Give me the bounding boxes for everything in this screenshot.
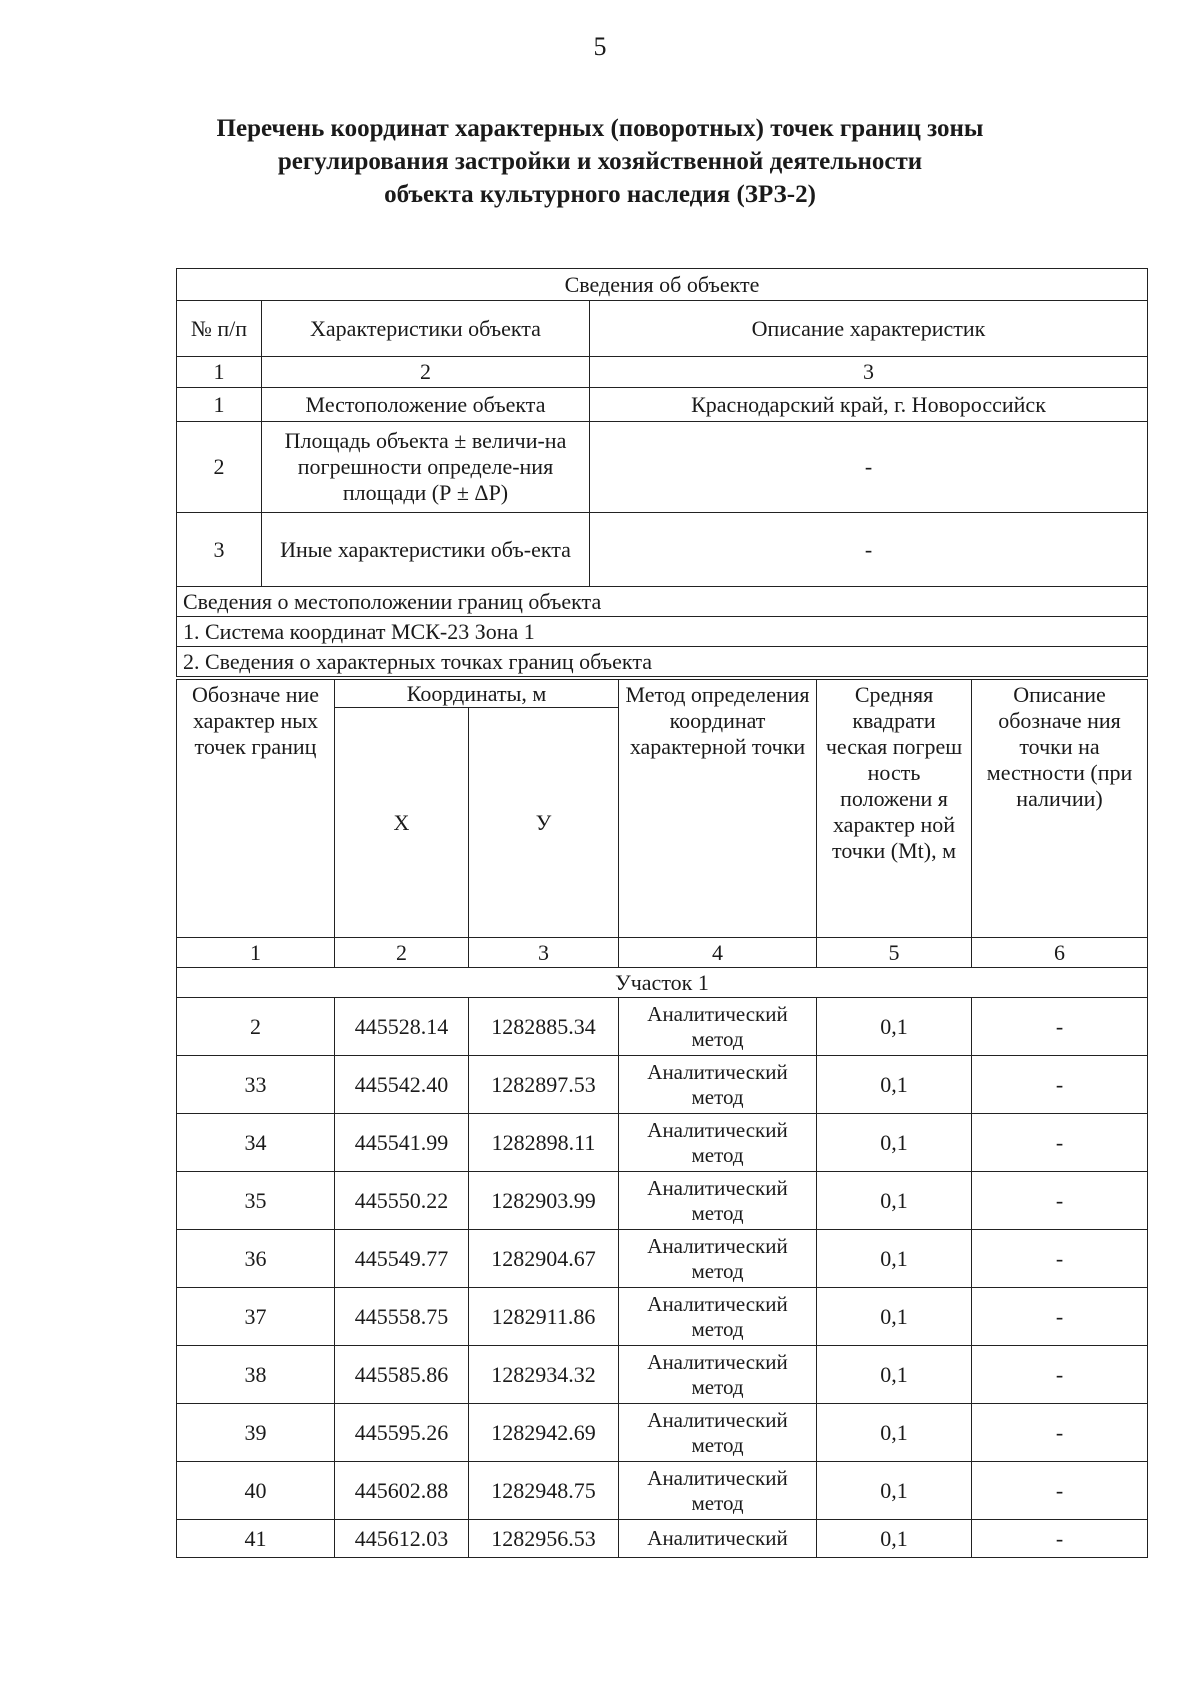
point-id: 39 xyxy=(177,1404,335,1462)
point-error: 0,1 xyxy=(817,1346,972,1404)
point-error: 0,1 xyxy=(817,998,972,1056)
point-y: 1282903.99 xyxy=(469,1172,619,1230)
col-number-1: 1 xyxy=(177,357,262,388)
header-point: Обозначе ние характер ных точек границ xyxy=(177,680,335,938)
point-method: Аналитический метод xyxy=(619,998,817,1056)
coordinates-table xyxy=(176,679,1148,1558)
point-y: 1282885.34 xyxy=(469,998,619,1056)
title-line-1: Перечень координат характерных (поворотных) точек границ зоны xyxy=(216,115,984,142)
table-row xyxy=(177,1520,1148,1558)
point-x: 445549.77 xyxy=(335,1230,469,1288)
point-description: - xyxy=(972,1346,1148,1404)
row-description: - xyxy=(590,422,1148,513)
header-num: № п/п xyxy=(177,301,262,357)
point-id: 36 xyxy=(177,1230,335,1288)
point-method: Аналитический метод xyxy=(619,1230,817,1288)
point-y: 1282904.67 xyxy=(469,1230,619,1288)
row-num: 2 xyxy=(177,422,262,513)
title-line-3: объекта культурного наследия (ЗРЗ-2) xyxy=(384,181,816,208)
col-number-4: 4 xyxy=(619,938,817,968)
header-method: Метод определения координат характерной точки xyxy=(619,680,817,938)
table-row xyxy=(177,1346,1148,1404)
table-row xyxy=(177,1288,1148,1346)
title-line-2: регулирования застройки и хозяйственной деятельности xyxy=(277,148,923,175)
point-method: Аналитический метод xyxy=(619,1462,817,1520)
table-row xyxy=(177,1172,1148,1230)
point-description: - xyxy=(972,1114,1148,1172)
points-section-title: 2. Сведения о характерных точках границ объекта xyxy=(177,647,1148,677)
point-description: - xyxy=(972,1230,1148,1288)
point-error: 0,1 xyxy=(817,1056,972,1114)
row-num: 1 xyxy=(177,388,262,422)
point-y: 1282942.69 xyxy=(469,1404,619,1462)
point-y: 1282911.86 xyxy=(469,1288,619,1346)
header-description: Описание характеристик xyxy=(590,301,1148,357)
point-description: - xyxy=(972,998,1148,1056)
point-id: 34 xyxy=(177,1114,335,1172)
point-error: 0,1 xyxy=(817,1520,972,1558)
point-x: 445550.22 xyxy=(335,1172,469,1230)
table-row xyxy=(177,998,1148,1056)
point-error: 0,1 xyxy=(817,1114,972,1172)
point-y: 1282948.75 xyxy=(469,1462,619,1520)
point-method: Аналитический xyxy=(619,1520,817,1558)
point-description: - xyxy=(972,1404,1148,1462)
point-x: 445602.88 xyxy=(335,1462,469,1520)
point-error: 0,1 xyxy=(817,1288,972,1346)
point-y: 1282934.32 xyxy=(469,1346,619,1404)
point-method: Аналитический метод xyxy=(619,1288,817,1346)
object-info-row xyxy=(177,422,1148,513)
point-id: 37 xyxy=(177,1288,335,1346)
header-characteristics: Характеристики объекта xyxy=(262,301,590,357)
table-row xyxy=(177,1462,1148,1520)
row-description: Краснодарский край, г. Новороссийск xyxy=(590,388,1148,422)
row-characteristic: Иные характеристики объ-екта xyxy=(262,513,590,587)
object-info-row xyxy=(177,388,1148,422)
section-label: Участок 1 xyxy=(177,968,1148,998)
header-point-description: Описание обозначе ния точки на местности (при наличии) xyxy=(972,680,1148,938)
row-num: 3 xyxy=(177,513,262,587)
point-x: 445542.40 xyxy=(335,1056,469,1114)
point-description: - xyxy=(972,1462,1148,1520)
point-id: 41 xyxy=(177,1520,335,1558)
col-number-1: 1 xyxy=(177,938,335,968)
object-info-section-title: Сведения об объекте xyxy=(177,269,1148,301)
point-error: 0,1 xyxy=(817,1230,972,1288)
table-row xyxy=(177,1056,1148,1114)
object-info-table xyxy=(176,268,1148,677)
point-id: 38 xyxy=(177,1346,335,1404)
point-description: - xyxy=(972,1520,1148,1558)
point-id: 2 xyxy=(177,998,335,1056)
point-method: Аналитический метод xyxy=(619,1404,817,1462)
coordinate-system: 1. Система координат МСК-23 Зона 1 xyxy=(177,617,1148,647)
point-x: 445585.86 xyxy=(335,1346,469,1404)
point-description: - xyxy=(972,1288,1148,1346)
point-x: 445541.99 xyxy=(335,1114,469,1172)
col-number-6: 6 xyxy=(972,938,1148,968)
header-coords: Координаты, м xyxy=(335,680,619,708)
col-number-2: 2 xyxy=(335,938,469,968)
point-method: Аналитический метод xyxy=(619,1346,817,1404)
column-numbers-row xyxy=(177,938,1148,968)
table-row xyxy=(177,1404,1148,1462)
point-id: 33 xyxy=(177,1056,335,1114)
col-number-3: 3 xyxy=(469,938,619,968)
header-error: Средняя квадрати ческая погреш ность положени я характер ной точки (Мt), м xyxy=(817,680,972,938)
table-row xyxy=(177,1230,1148,1288)
row-characteristic: Площадь объекта ± величи-на погрешности определе-ния площади (Р ± ΔР) xyxy=(262,422,590,513)
object-info-row xyxy=(177,513,1148,587)
point-id: 35 xyxy=(177,1172,335,1230)
point-y: 1282897.53 xyxy=(469,1056,619,1114)
point-method: Аналитический метод xyxy=(619,1056,817,1114)
point-x: 445595.26 xyxy=(335,1404,469,1462)
point-y: 1282898.11 xyxy=(469,1114,619,1172)
point-method: Аналитический метод xyxy=(619,1172,817,1230)
point-method: Аналитический метод xyxy=(619,1114,817,1172)
row-description: - xyxy=(590,513,1148,587)
boundaries-section-title: Сведения о местоположении границ объекта xyxy=(177,587,1148,617)
point-x: 445558.75 xyxy=(335,1288,469,1346)
point-error: 0,1 xyxy=(817,1172,972,1230)
row-characteristic: Местоположение объекта xyxy=(262,388,590,422)
point-description: - xyxy=(972,1056,1148,1114)
point-x: 445528.14 xyxy=(335,998,469,1056)
point-x: 445612.03 xyxy=(335,1520,469,1558)
col-number-2: 2 xyxy=(262,357,590,388)
header-x: Х xyxy=(335,708,469,938)
point-error: 0,1 xyxy=(817,1462,972,1520)
table-row xyxy=(177,1114,1148,1172)
point-y: 1282956.53 xyxy=(469,1520,619,1558)
point-id: 40 xyxy=(177,1462,335,1520)
col-number-5: 5 xyxy=(817,938,972,968)
document-title xyxy=(100,112,1100,211)
col-number-3: 3 xyxy=(590,357,1148,388)
header-y: У xyxy=(469,708,619,938)
page-number: 5 xyxy=(593,32,607,61)
point-description: - xyxy=(972,1172,1148,1230)
point-error: 0,1 xyxy=(817,1404,972,1462)
points-body xyxy=(177,998,1148,1558)
